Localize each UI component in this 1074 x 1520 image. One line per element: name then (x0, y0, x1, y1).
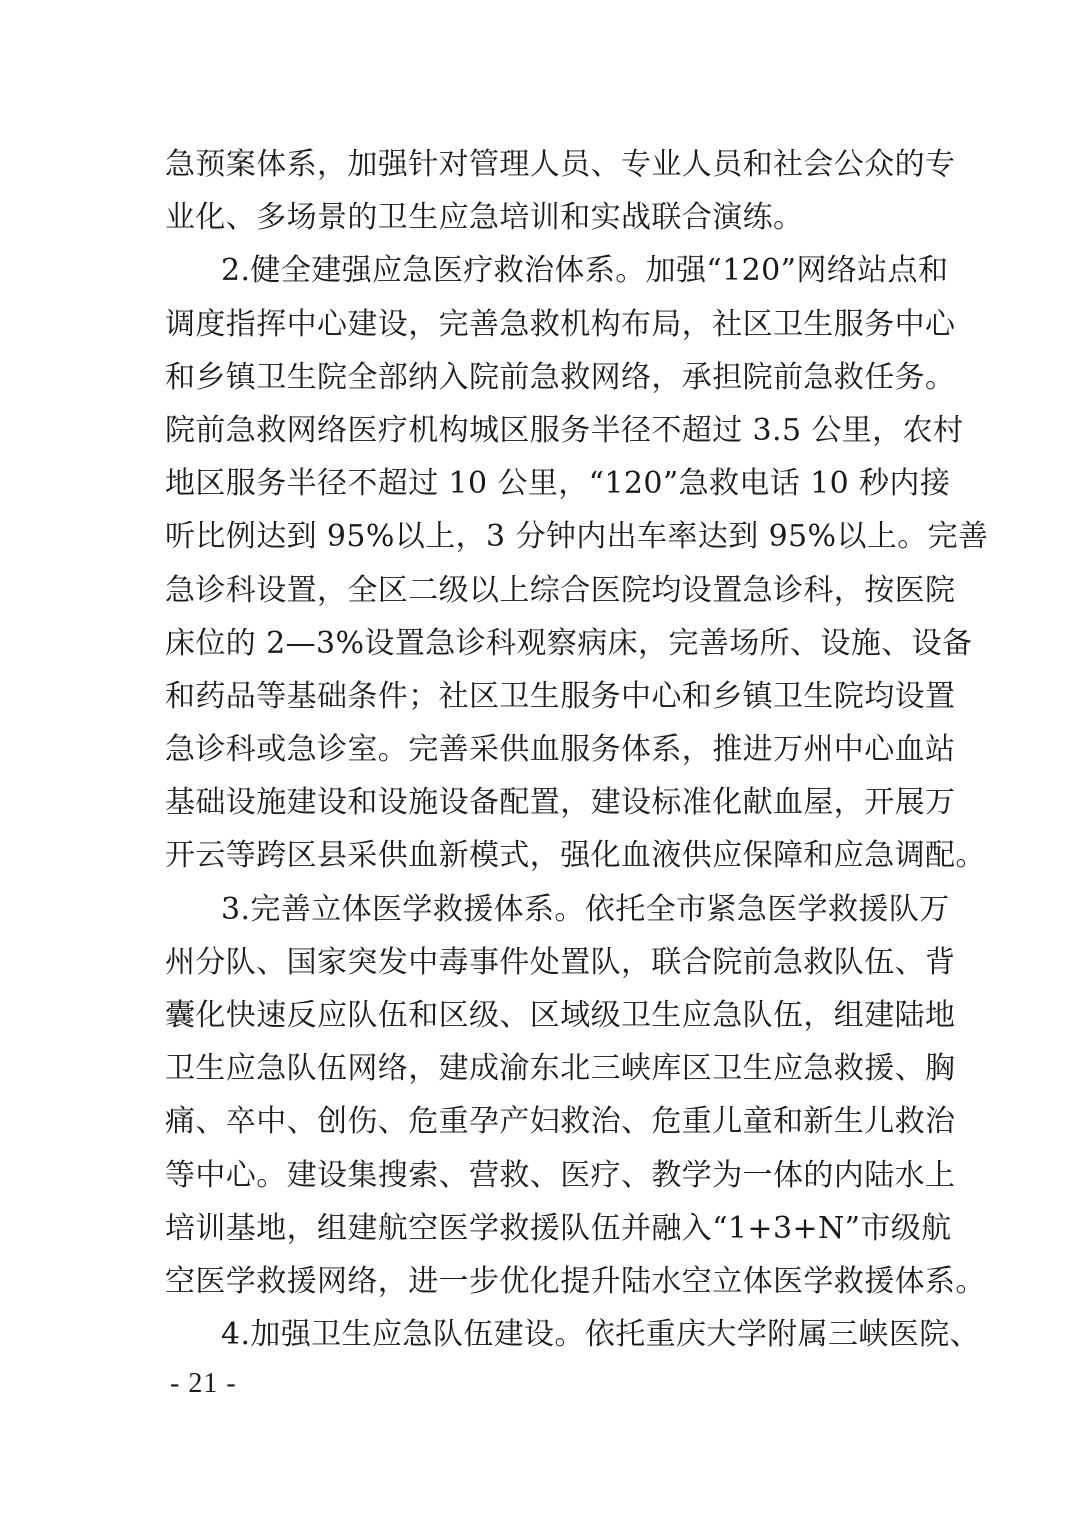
page-number: - 21 - (170, 1368, 237, 1399)
text-line: 院前急救网络医疗机构城区服务半径不超过 3.5 公里，农村 (165, 412, 964, 448)
text-line: 空医学救援网络，进一步优化提升陆水空立体医学救援体系。 (165, 1263, 986, 1299)
text-line: 急预案体系，加强针对管理人员、专业人员和社会公众的专 (165, 147, 956, 182)
text-line: 和药品等基础条件；社区卫生服务中心和乡镇卫生院均设置 (165, 678, 956, 714)
text-line: 等中心。建设集搜索、营救、医疗、教学为一体的内陆水上 (165, 1157, 956, 1193)
text-line: 培训基地，组建航空医学救援队伍并融入“1+3+N”市级航 (165, 1210, 952, 1246)
body-text (165, 138, 989, 1361)
text-line: 床位的 2—3%设置急诊科观察病床，完善场所、设施、设备 (165, 625, 973, 661)
text-line: 业化、多场景的卫生应急培训和实战联合演练。 (165, 200, 804, 236)
text-line: 地区服务半径不超过 10 公里，“120”急救电话 10 秒内接 (165, 466, 951, 502)
text-line: 基础设施建设和设施设备配置，建设标准化献血屋，开展万 (165, 785, 956, 821)
paragraph-start-line: 2.健全建强应急医疗救治体系。加强“120”网络站点和 (221, 253, 949, 289)
paragraph-start-line: 4.加强卫生应急队伍建设。依托重庆大学附属三峡医院、 (221, 1317, 981, 1353)
text-line: 急诊科或急诊室。完善采供血服务体系，推进万州中心血站 (165, 732, 956, 768)
paragraph-start-line: 3.完善立体医学救援体系。依托全市紧急医学救援队万 (221, 891, 950, 927)
text-line: 卫生应急队伍网络，建成渝东北三峡库区卫生应急救援、胸 (165, 1051, 956, 1087)
text-line: 听比例达到 95%以上，3 分钟内出车率达到 95%以上。完善 (165, 519, 989, 555)
text-line: 开云等跨区县采供血新模式，强化血液供应保障和应急调配。 (165, 838, 986, 874)
text-line: 痛、卒中、创伤、危重孕产妇救治、危重儿童和新生儿救治 (165, 1104, 956, 1140)
text-line: 急诊科设置，全区二级以上综合医院均设置急诊科，按医院 (165, 572, 956, 608)
text-line: 囊化快速反应队伍和区级、区域级卫生应急队伍，组建陆地 (165, 998, 956, 1033)
text-line: 州分队、国家突发中毒事件处置队，联合院前急救队伍、背 (165, 944, 956, 980)
text-line: 和乡镇卫生院全部纳入院前急救网络，承担院前急救任务。 (165, 359, 956, 395)
text-line: 调度指挥中心建设，完善急救机构布局，社区卫生服务中心 (165, 306, 956, 342)
